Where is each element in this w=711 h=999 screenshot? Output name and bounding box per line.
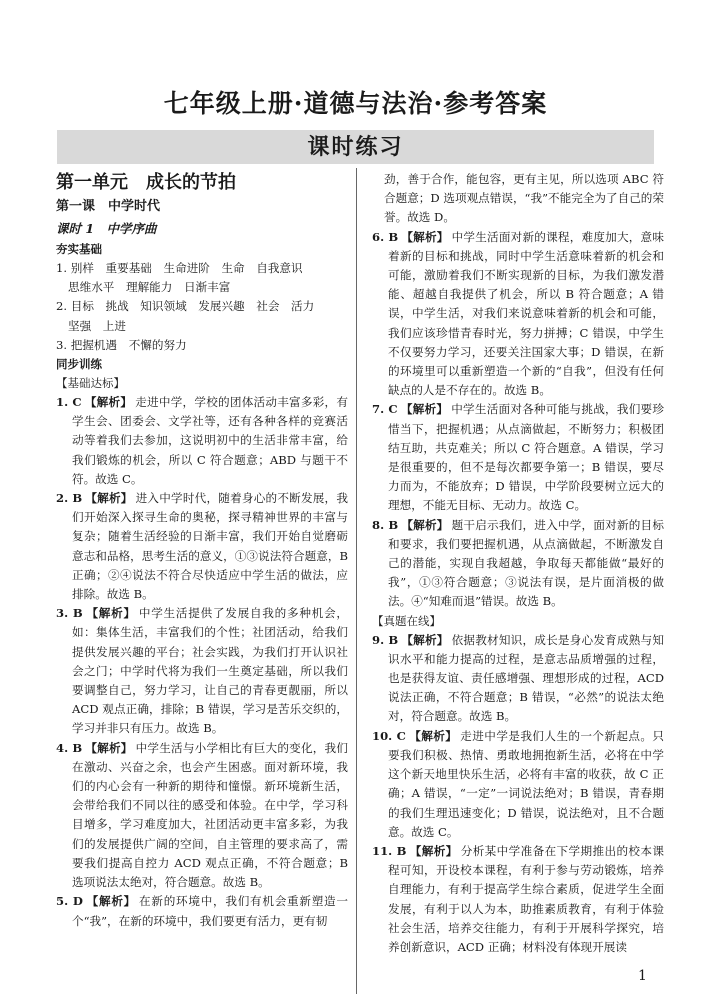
- answer-number: 7. C: [372, 402, 398, 417]
- lesson-heading: 第一课 中学时代: [56, 199, 161, 214]
- basics-line: 3. 把握机遇 不懈的努力: [56, 337, 187, 352]
- analysis-tag: 【解析】: [85, 740, 133, 755]
- period-heading: 课时 1 中学序曲: [56, 221, 157, 236]
- answer-text: 分析某中学准备在下学期推出的校本课程可知，开设校本课程，有利于参与劳动锻炼，培养自理能力，有利于提高学生综合素质，促进学生全面发展，有利于以人为本，助推素质教育，有利于体验社会生活，培养交往能力，有利于开展科学探究，培养创新意识，ACD 正确；材料没有体现开展读: [388, 843, 664, 954]
- answer-text: 依据教材知识，成长是身心发育成熟与知识水平和能力提高的过程，是意志品质增强的过程，也是获得友谊、责任感增强、理想形成的过程，ACD 说法正确，不符合题意；B 错误，“必然”的说法太绝对，符合题意。故选 B。: [388, 632, 664, 724]
- answer-text: 题干启示我们，进入中学，面对新的目标和要求，我们要把握机遇，从点滴做起，不断激发自己的潜能，实现自我超越，争取每天都能做“最好的我”，①③符合题意；③说法有误，是片面消极的做法。④“知难而退”错误。故选 B。: [388, 517, 664, 609]
- right-column: [372, 170, 664, 957]
- answer-continuation: 劲，善于合作，能包容，更有主见，所以选项 ABC 符合题意；D 选项观点错误，“我”不能完全为了自己的荣誉。故选 D。: [384, 172, 664, 225]
- section-heading-sync: 同步训练: [56, 357, 102, 372]
- answer-text: 中学生活与小学相比有巨大的变化，我们在激动、兴奋之余，也会产生困惑。面对新环境，我们的内心会有一种新的期待和憧憬。新环境新生活，会带给我们不同以往的感受和体验。在中学，学习科目增多，学习难度加大，社团活动更丰富多彩，为我们的发展提供广阔的空间，自主管理的要求高了，需要我们提高自控力 ACD 观点正确，不符合题意；B 选项说法太绝对，符合题意。故选 B。: [72, 740, 348, 890]
- analysis-tag: 【解析】: [84, 395, 133, 410]
- answer-number: 1. C: [56, 395, 82, 410]
- analysis-tag: 【解析】: [401, 632, 449, 647]
- column-divider: [356, 168, 357, 994]
- answer-number: 3. B: [56, 606, 83, 621]
- answer-item: [372, 228, 664, 401]
- analysis-tag: 【解析】: [409, 843, 458, 858]
- answer-item: [56, 604, 348, 738]
- answer-number: 6. B: [372, 229, 399, 244]
- answer-item: [372, 727, 664, 842]
- answer-item: [372, 516, 664, 612]
- answer-number: 4. B: [56, 740, 83, 755]
- answer-number: 5. D: [56, 894, 83, 909]
- answer-text: 中学生活提供了发展自我的多种机会，如：集体生活，丰富我们的个性；社团活动，给我们提供发展兴趣的平台；社会实践，为我们打开认识社会之门；中学时代将为我们一生奠定基础，所以我们要调整自己，努力学习，让自己的青春更靓丽，所以 ACD 观点正确，排除；B 错误，学习是苦乐交织的，学习并非只有压力。故选 B。: [72, 606, 348, 736]
- basics-line: 1. 别样 重要基础 生命进阶 生命 自我意识: [56, 261, 303, 275]
- analysis-tag: 【解析】: [85, 491, 133, 506]
- subsection-heading: 【基础达标】: [56, 376, 125, 391]
- analysis-tag: 【解析】: [85, 894, 137, 909]
- answer-item: [372, 631, 664, 727]
- basics-line: 思维水平 理解能力 日渐丰富: [68, 280, 231, 295]
- analysis-tag: 【解析】: [85, 606, 136, 621]
- analysis-tag: 【解析】: [401, 517, 449, 532]
- left-column: [56, 170, 348, 931]
- answer-item: [56, 892, 348, 930]
- answer-text: 走进中学，学校的团体活动丰富多彩，有学生会、团委会、文学社等，还有各种各样的竞赛活动等着我们去参加，这说明初中的生活非常丰富，给我们锻炼的机会，所以 C 符合题意；ABD 与题干不符。故选 C。: [72, 395, 348, 486]
- answer-text: 中学生活面对新的课程，难度加大，意味着新的目标和挑战，同时中学生活意味着新的机会和可能，激励着我们不断实现新的目标，为我们激发潜能、超越自我提供了机会，所以 B 符合题意；A 错误，中学生活，对我们来说意味着新的机会和可能，我们应该珍惜青春时光，努力拼搏；C 错误，中学生不仅要努力学习，还要关注国家大事；D 错误，在新的环境里可以重新塑造一个新的“自我”，但没有任何缺点的人是不存在的。故选 B。: [388, 229, 664, 398]
- answer-number: 2. B: [56, 491, 83, 506]
- analysis-tag: 【解析】: [408, 728, 458, 743]
- basics-line: 2. 目标 挑战 知识领域 发展兴趣 社会 活力: [56, 299, 315, 314]
- answer-number: 10. C: [372, 728, 406, 743]
- answer-number: 11. B: [372, 843, 407, 858]
- answer-item: [56, 739, 348, 893]
- subsection-heading: 【真题在线】: [372, 613, 441, 628]
- answer-number: 8. B: [372, 517, 399, 532]
- analysis-tag: 【解析】: [400, 402, 449, 417]
- answer-text: 在新的环境中，我们有机会重新塑造一个“我”，在新的环境中，我们要更有活力，更有韧: [72, 894, 348, 928]
- page-number: 1: [638, 968, 647, 984]
- section-heading-basics: 夯实基础: [56, 242, 102, 256]
- answer-text: 进入中学时代，随着身心的不断发展，我们开始深入探寻生命的奥秘，探寻精神世界的丰富与复杂；随着生活经验的日渐丰富，我们开始自觉磨砺意志和品格，思考生活的意义，①③说法符合题意，B 正确；②④说法不符合尽快适应中学生活的做法，应排除。故选 B。: [72, 491, 348, 602]
- page-title: 七年级上册·道德与法治·参考答案: [163, 89, 548, 118]
- answer-text: 走进中学是我们人生的一个新起点。只要我们积极、热情、勇敢地拥抱新生活，必将在中学这个新天地里快乐生活，必将有丰富的收获，故 C 正确；A 错误，“一定”一词说法绝对；B 错误，青春期的我们生理迅速变化；D 错误，说法绝对，且不合题意。故选 C。: [388, 728, 664, 839]
- answer-item: [56, 393, 348, 489]
- answer-number: 9. B: [372, 632, 399, 647]
- answer-item: [372, 400, 664, 515]
- unit-heading: 第一单元 成长的节拍: [56, 172, 236, 193]
- answer-item: [56, 489, 348, 604]
- basics-line: 坚强 上进: [68, 318, 126, 333]
- answer-text: 中学生活面对各种可能与挑战，我们要珍惜当下，把握机遇；从点滴做起，不断努力；积极团结互助，共克难关；所以 C 符合题意。A 错误，学习是很重要的，但不是每次都要争第一；B 错误，要尽力而为，不能放弃；D 错误，中学阶段要树立远大的理想，不能无目标、无动力。故选 C。: [388, 402, 664, 513]
- analysis-tag: 【解析】: [401, 229, 449, 244]
- answer-item: [372, 842, 664, 957]
- section-banner: 课时练习: [57, 130, 654, 164]
